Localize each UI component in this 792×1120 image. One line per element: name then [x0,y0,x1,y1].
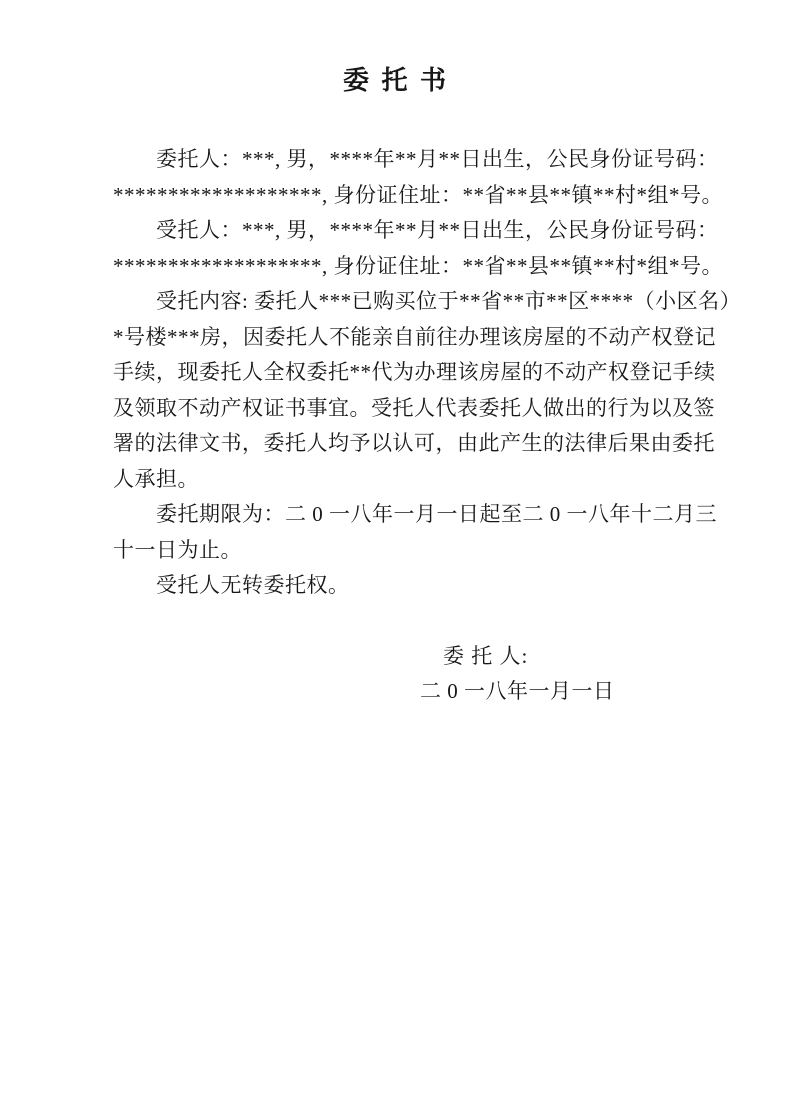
text-line: 十一日为止。 [113,537,242,562]
paragraph-authorization-content [113,284,742,497]
text-line: 及领取不动产权证书事宜。受托人代表委托人做出的行为以及签 [113,395,715,420]
text-line: *号楼***房，因委托人不能亲自前往办理该房屋的不动产权登记 [113,324,716,349]
paragraph-agent [113,213,723,284]
paragraph-principal [113,142,723,213]
text-line: 受托人无转委托权。 [113,573,350,597]
signature-block [113,639,703,710]
document-title: 委 托 书 [342,66,449,95]
text-line: 委托人：***, 男，****年**月**日出生，公民身份证号码： [113,147,719,171]
text-line: 人承担。 [113,466,199,491]
signature-date-line: 二 0 一八年一月一日 [420,679,615,703]
text-line: *******************, 身份证住址：**省**县**镇**村*组*号。 [113,182,723,207]
text-line: 受托内容: 委托人***已购买位于**省**市**区****（小区名） [113,289,742,313]
signature-name-line: 委 托 人: [443,643,529,668]
text-line: 署的法律文书，委托人均予以认可，由此产生的法律后果由委托 [113,431,715,455]
text-line: 委托期限为：二 0 一八年一月一日起至二 0 一八年十二月三 [113,502,717,526]
paragraph-no-delegation [113,568,703,604]
text-line: *******************, 身份证住址：**省**县**镇**村*组*号。 [113,253,723,278]
paragraph-term [113,497,717,568]
text-line: 手续，现委托人全权委托**代为办理该房屋的不动产权登记手续 [113,360,716,384]
text-line: 受托人：***, 男，****年**月**日出生，公民身份证号码： [113,218,719,242]
document-body [113,142,742,710]
